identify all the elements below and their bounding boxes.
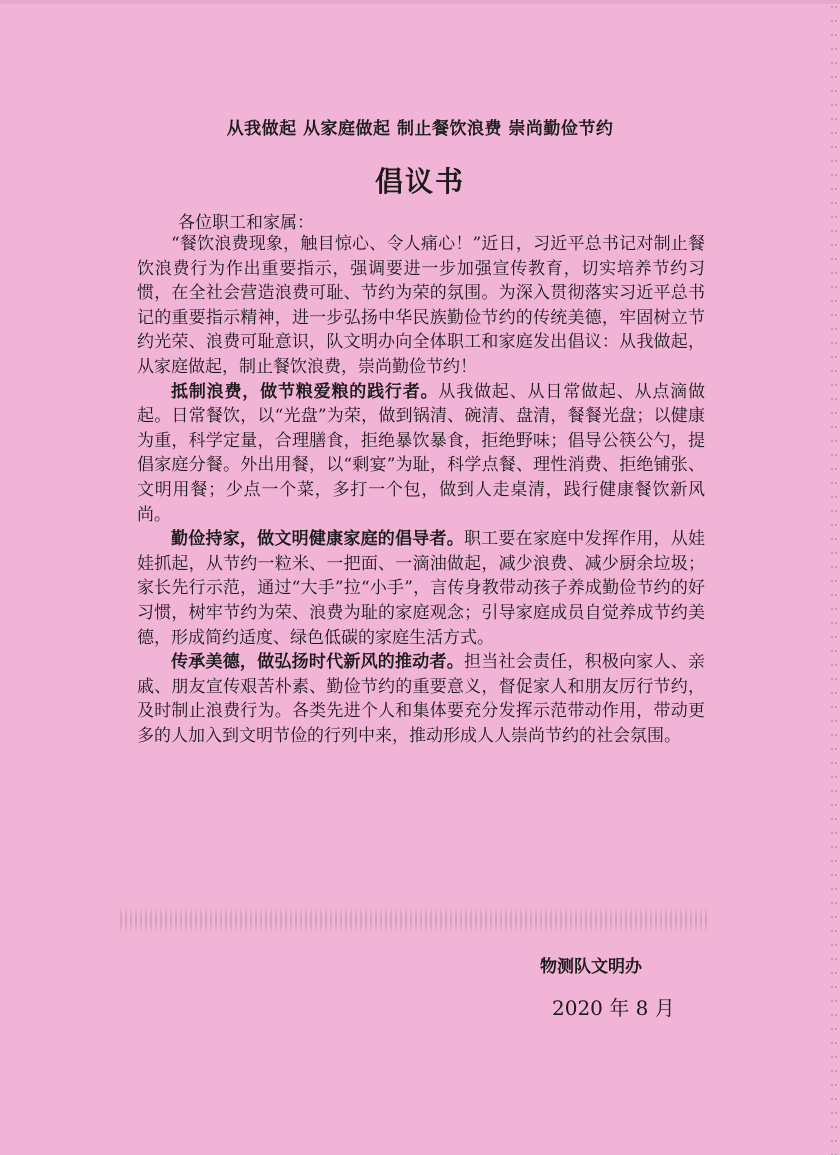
section-paragraph-2 bbox=[137, 527, 705, 650]
signature: 物测队文明办 bbox=[540, 957, 642, 977]
document-title: 倡议书 bbox=[374, 165, 465, 198]
section-text-3: 担当社会责任，积极向家人、亲戚、朋友宣传艰苦朴素、勤俭节约的重要意义，督促家人和朋友厉行节约，及时制止浪费行为。各类先进个人和集体要充分发挥示范带动作用，带动更多的人加入到文明节俭的行列中来，推动形成人人崇尚节约的社会氛围。 bbox=[137, 652, 706, 746]
section-lead-2: 勤俭持家，做文明健康家庭的倡导者。 bbox=[171, 529, 464, 550]
slogan-heading: 从我做起 从家庭做起 制止餐饮浪费 崇尚勤俭节约 bbox=[226, 119, 614, 139]
scan-edge bbox=[0, 0, 840, 4]
section-paragraph-1 bbox=[137, 380, 705, 528]
document-body bbox=[137, 232, 705, 748]
section-text-2: 职工要在家庭中发挥作用，从娃娃抓起，从节约一粒米、一把面、一滴油做起，减少浪费、减少厨余垃圾；家长先行示范，通过“大手”拉“小手”，言传身教带动孩子养成勤俭节约的好习惯，树牢节约为荣、浪费为耻的家庭观念；引导家庭成员自觉养成节约美德，形成简约适度、绿色低碳的家庭生活方式。 bbox=[137, 529, 706, 648]
salutation: 各位职工和家属： bbox=[178, 213, 314, 233]
section-text-1: 从我做起、从日常做起、从点滴做起。日常餐饮，以“光盘”为荣，做到锅清、碗清、盘清，餐餐光盘；以健康为重，科学定量，合理膳食，拒绝暴饮暴食，拒绝野味；倡导公筷公勺，提倡家庭分餐。外出用餐，以“剩宴”为耻，科学点餐、理性消费、拒绝铺张、文明用餐；少点一个菜，多打一个包，做到人走桌清，践行健康餐饮新风尚。 bbox=[137, 381, 706, 525]
section-lead-3: 传承美德，做弘扬时代新风的推动者。 bbox=[171, 652, 464, 673]
section-lead-1: 抵制浪费，做节粮爱粮的践行者。 bbox=[171, 381, 439, 402]
intro-paragraph: “餐饮浪费现象，触目惊心、令人痛心！”近日，习近平总书记对制止餐饮浪费行为作出重要指示，强调要进一步加强宣传教育，切实培养节约习惯，在全社会营造浪费可耻、节约为荣的氛围。为深入贯彻落实习近平总书记的重要指示精神，进一步弘扬中华民族勤俭节约的传统美德，牢固树立节约光荣、浪费可耻意识，队文明办向全体职工和家庭发出倡议：从我做起，从家庭做起，制止餐饮浪费，崇尚勤俭节约！ bbox=[137, 234, 705, 377]
section-paragraph-3 bbox=[137, 650, 705, 748]
scan-smudge bbox=[120, 906, 710, 934]
document-date: 2020 年 8 月 bbox=[552, 996, 675, 1020]
